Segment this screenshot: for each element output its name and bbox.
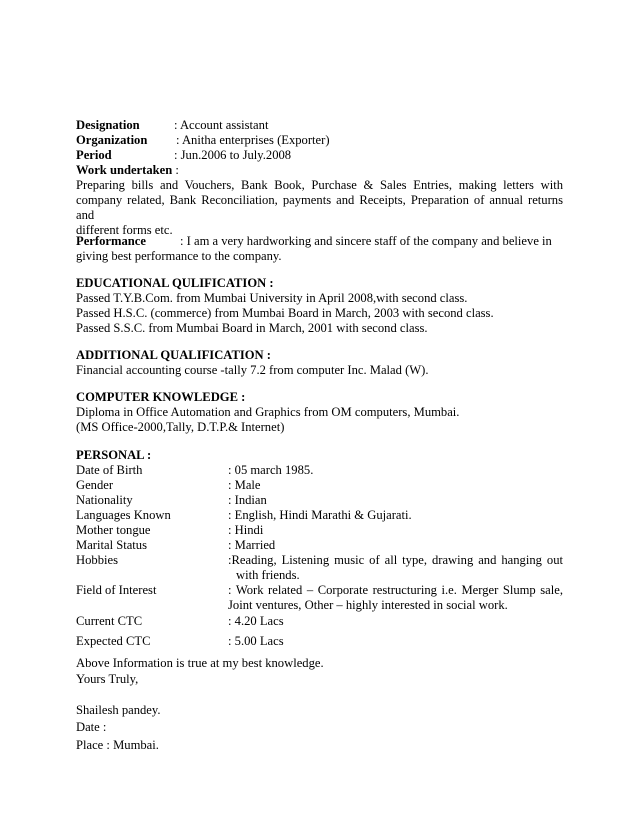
hobbies-label: Hobbies — [76, 553, 118, 567]
place-line: Place : Mumbai. — [76, 738, 159, 752]
languages-value: : English, Hindi Marathi & Gujarati. — [228, 508, 412, 522]
education-line: Passed T.Y.B.Com. from Mumbai University in April 2008,with second class. — [76, 291, 468, 305]
mother-tongue-value: : Hindi — [228, 523, 264, 537]
designation-row — [76, 118, 268, 133]
mother-tongue-label: Mother tongue — [76, 523, 151, 537]
work-line: Preparing bills and Vouchers, Bank Book, Purchase & Sales Entries, making letters with — [76, 178, 563, 192]
declaration: Above Information is true at my best knowledge. — [76, 656, 324, 670]
field-of-interest-value — [228, 583, 563, 613]
computer-line: (MS Office-2000,Tally, D.T.P.& Internet) — [76, 420, 285, 434]
yours-truly: Yours Truly, — [76, 672, 139, 686]
languages-label: Languages Known — [76, 508, 171, 522]
performance-row — [76, 234, 563, 249]
designation-value: : Account assistant — [174, 118, 269, 132]
signatory-name: Shailesh pandey. — [76, 703, 161, 717]
work-undertaken-row — [76, 163, 179, 178]
computer-heading: COMPUTER KNOWLEDGE : — [76, 390, 246, 404]
dob-label: Date of Birth — [76, 463, 143, 477]
expected-ctc-value: : 5.00 Lacs — [228, 634, 284, 648]
work-undertaken-colon: : — [175, 163, 179, 177]
period-value: : Jun.2006 to July.2008 — [174, 148, 292, 162]
work-undertaken-label: Work undertaken — [76, 163, 173, 177]
marital-status-label: Marital Status — [76, 538, 148, 552]
education-line: Passed S.S.C. from Mumbai Board in March, 2001 with second class. — [76, 321, 428, 335]
personal-heading: PERSONAL : — [76, 448, 152, 462]
work-description — [76, 178, 563, 238]
education-line: Passed H.S.C. (commerce) from Mumbai Board in March, 2003 with second class. — [76, 306, 494, 320]
date-line: Date : — [76, 720, 107, 734]
interest-line: : Work related – Corporate restructuring i.e. Merger Slump sale, — [228, 583, 563, 597]
period-label: Period — [76, 148, 112, 162]
hobbies-value — [228, 553, 563, 583]
current-ctc-label: Current CTC — [76, 614, 143, 628]
additional-line: Financial accounting course -tally 7.2 from computer Inc. Malad (W). — [76, 363, 429, 377]
work-line: different forms etc. — [76, 223, 173, 237]
organization-label: Organization — [76, 133, 148, 147]
performance-line-2: giving best performance to the company. — [76, 249, 282, 263]
performance-label: Performance — [76, 234, 146, 248]
additional-heading: ADDITIONAL QUALIFICATION : — [76, 348, 271, 362]
nationality-value: : Indian — [228, 493, 267, 507]
nationality-label: Nationality — [76, 493, 133, 507]
field-of-interest-label: Field of Interest — [76, 583, 157, 597]
computer-line: Diploma in Office Automation and Graphics from OM computers, Mumbai. — [76, 405, 460, 419]
gender-value: : Male — [228, 478, 261, 492]
organization-row — [76, 133, 330, 148]
period-row — [76, 148, 291, 163]
interest-line: Joint ventures, Other – highly interested in social work. — [228, 598, 508, 612]
work-line: company related, Bank Reconciliation, payments and Receipts, Preparation of annual returns and — [76, 193, 563, 222]
gender-label: Gender — [76, 478, 114, 492]
dob-value: : 05 march 1985. — [228, 463, 314, 477]
current-ctc-value: : 4.20 Lacs — [228, 614, 284, 628]
education-heading: EDUCATIONAL QULIFICATION : — [76, 276, 274, 290]
hobbies-line: with friends. — [236, 568, 300, 582]
organization-value: : Anitha enterprises (Exporter) — [176, 133, 330, 147]
performance-line-1: : I am a very hardworking and sincere staff of the company and believe in — [180, 234, 552, 248]
designation-label: Designation — [76, 118, 140, 132]
hobbies-line: :Reading, Listening music of all type, drawing and hanging out — [228, 553, 563, 567]
expected-ctc-label: Expected CTC — [76, 634, 151, 648]
marital-status-value: : Married — [228, 538, 276, 552]
